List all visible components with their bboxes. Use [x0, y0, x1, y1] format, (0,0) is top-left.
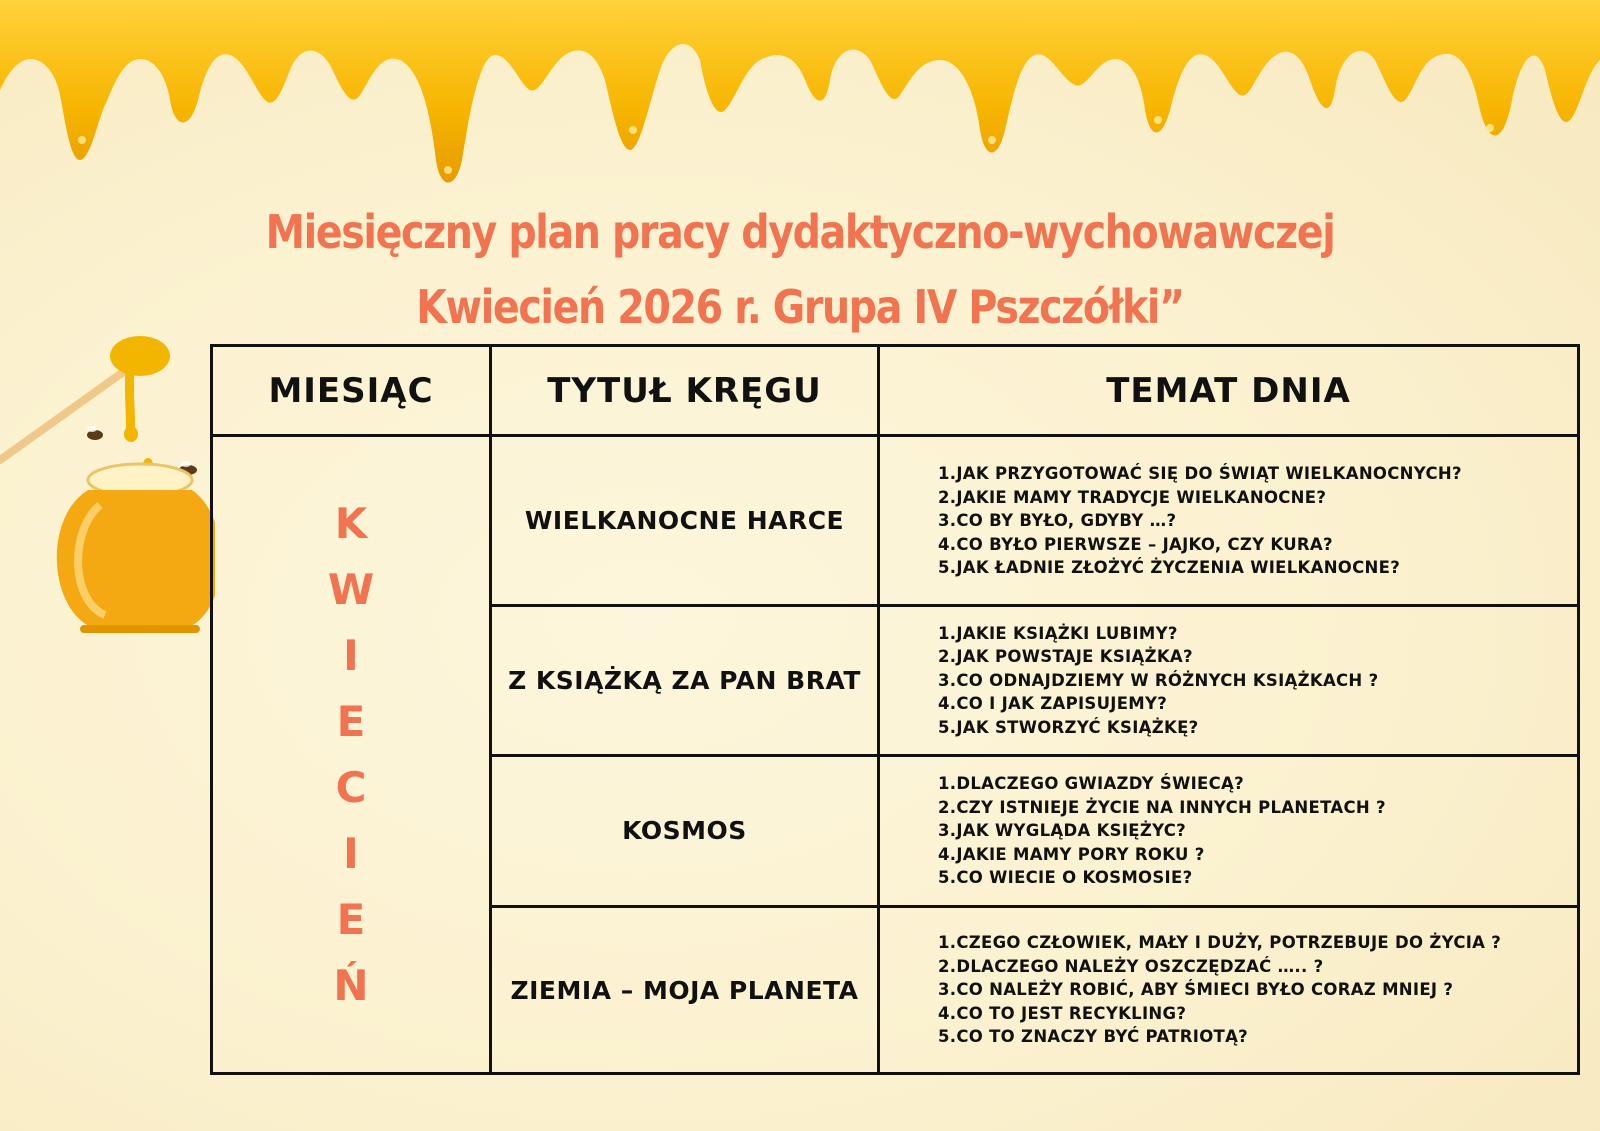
circle-title: WIELKANOCNE HARCE [491, 436, 879, 606]
month-letter: K [334, 498, 368, 548]
topic-item: 4.CO I JAK ZAPISUJEMY? [938, 694, 1168, 714]
topic-item: 1.JAK PRZYGOTOWAĆ SIĘ DO ŚWIĄT WIELKANOCNYCH? [938, 464, 1462, 484]
header-circle-title: TYTUŁ KRĘGU [491, 346, 879, 436]
topic-item: 5.CO TO ZNACZY BYĆ PATRIOTĄ? [938, 1027, 1249, 1047]
table-row [212, 436, 1579, 606]
topic-item: 5.JAK ŁADNIE ZŁOŻYĆ ŻYCZENIA WIELKANOCNE? [938, 558, 1401, 578]
circle-title: Z KSIĄŻKĄ ZA PAN BRAT [491, 606, 879, 755]
honey-drips [0, 0, 1600, 200]
honey-dipper-icon [0, 336, 170, 472]
header-day-topic: TEMAT DNIA [879, 346, 1579, 436]
topic-item: 2.CZY ISTNIEJE ŻYCIE NA INNYCH PLANETACH ? [938, 797, 1386, 817]
topic-item: 4.CO TO JEST RECYKLING? [938, 1003, 1187, 1023]
month-letter: I [343, 630, 359, 680]
circle-title: ZIEMIA – MOJA PLANETA [491, 907, 879, 1074]
topics-cell [879, 755, 1579, 906]
topic-item: 4.CO BYŁO PIERWSZE – JAJKO, CZY KURA? [938, 534, 1333, 554]
page-subtitle: Kwiecień 2026 r. Grupa IV Pszczółki” [416, 280, 1184, 334]
header-month: MIESIĄC [212, 346, 491, 436]
topic-item: 1.CZEGO CZŁOWIEK, MAŁY I DUŻY, POTRZEBUJE DO ŻYCIA ? [938, 933, 1502, 953]
month-letter: Ń [333, 960, 369, 1010]
topic-item: 4.JAKIE MAMY PORY ROKU ? [938, 844, 1205, 864]
topics-cell [879, 436, 1579, 606]
topic-item: 3.CO ODNAJDZIEMY W RÓŻNYCH KSIĄŻKACH ? [938, 670, 1379, 690]
topic-item: 5.JAK STWORZYĆ KSIĄŻKĘ? [938, 717, 1199, 737]
month-letter: C [335, 762, 367, 812]
month-letter: E [336, 696, 366, 746]
month-cell [212, 436, 491, 1074]
topic-item: 2.JAKIE MAMY TRADYCJE WIELKANOCNE? [938, 487, 1327, 507]
topic-item: 1.DLACZEGO GWIAZDY ŚWIECĄ? [938, 774, 1244, 794]
honey-jar-icon [0, 330, 215, 660]
topic-item: 3.JAK WYGLĄDA KSIĘŻYC? [938, 821, 1187, 841]
circle-title: KOSMOS [491, 755, 879, 906]
topic-item: 1.JAKIE KSIĄŻKI LUBIMY? [938, 623, 1178, 643]
topics-cell [879, 907, 1579, 1074]
topic-item: 2.JAK POWSTAJE KSIĄŻKA? [938, 647, 1193, 667]
topic-item: 5.CO WIECIE O KOSMOSIE? [938, 868, 1193, 888]
table-header-row [212, 346, 1579, 436]
month-letter: W [327, 564, 375, 614]
plan-table [210, 344, 1580, 1075]
month-letter: I [343, 828, 359, 878]
topic-item: 3.CO NALEŻY ROBIĆ, ABY ŚMIECI BYŁO CORAZ MNIEJ ? [938, 980, 1454, 1000]
topics-cell [879, 606, 1579, 755]
topic-item: 2.DLACZEGO NALEŻY OSZCZĘDZAĆ ….. ? [938, 956, 1324, 976]
month-letter: E [336, 894, 366, 944]
page-title: Miesięczny plan pracy dydaktyczno-wychowawczej [265, 205, 1335, 259]
topic-item: 3.CO BY BYŁO, GDYBY …? [938, 511, 1177, 531]
